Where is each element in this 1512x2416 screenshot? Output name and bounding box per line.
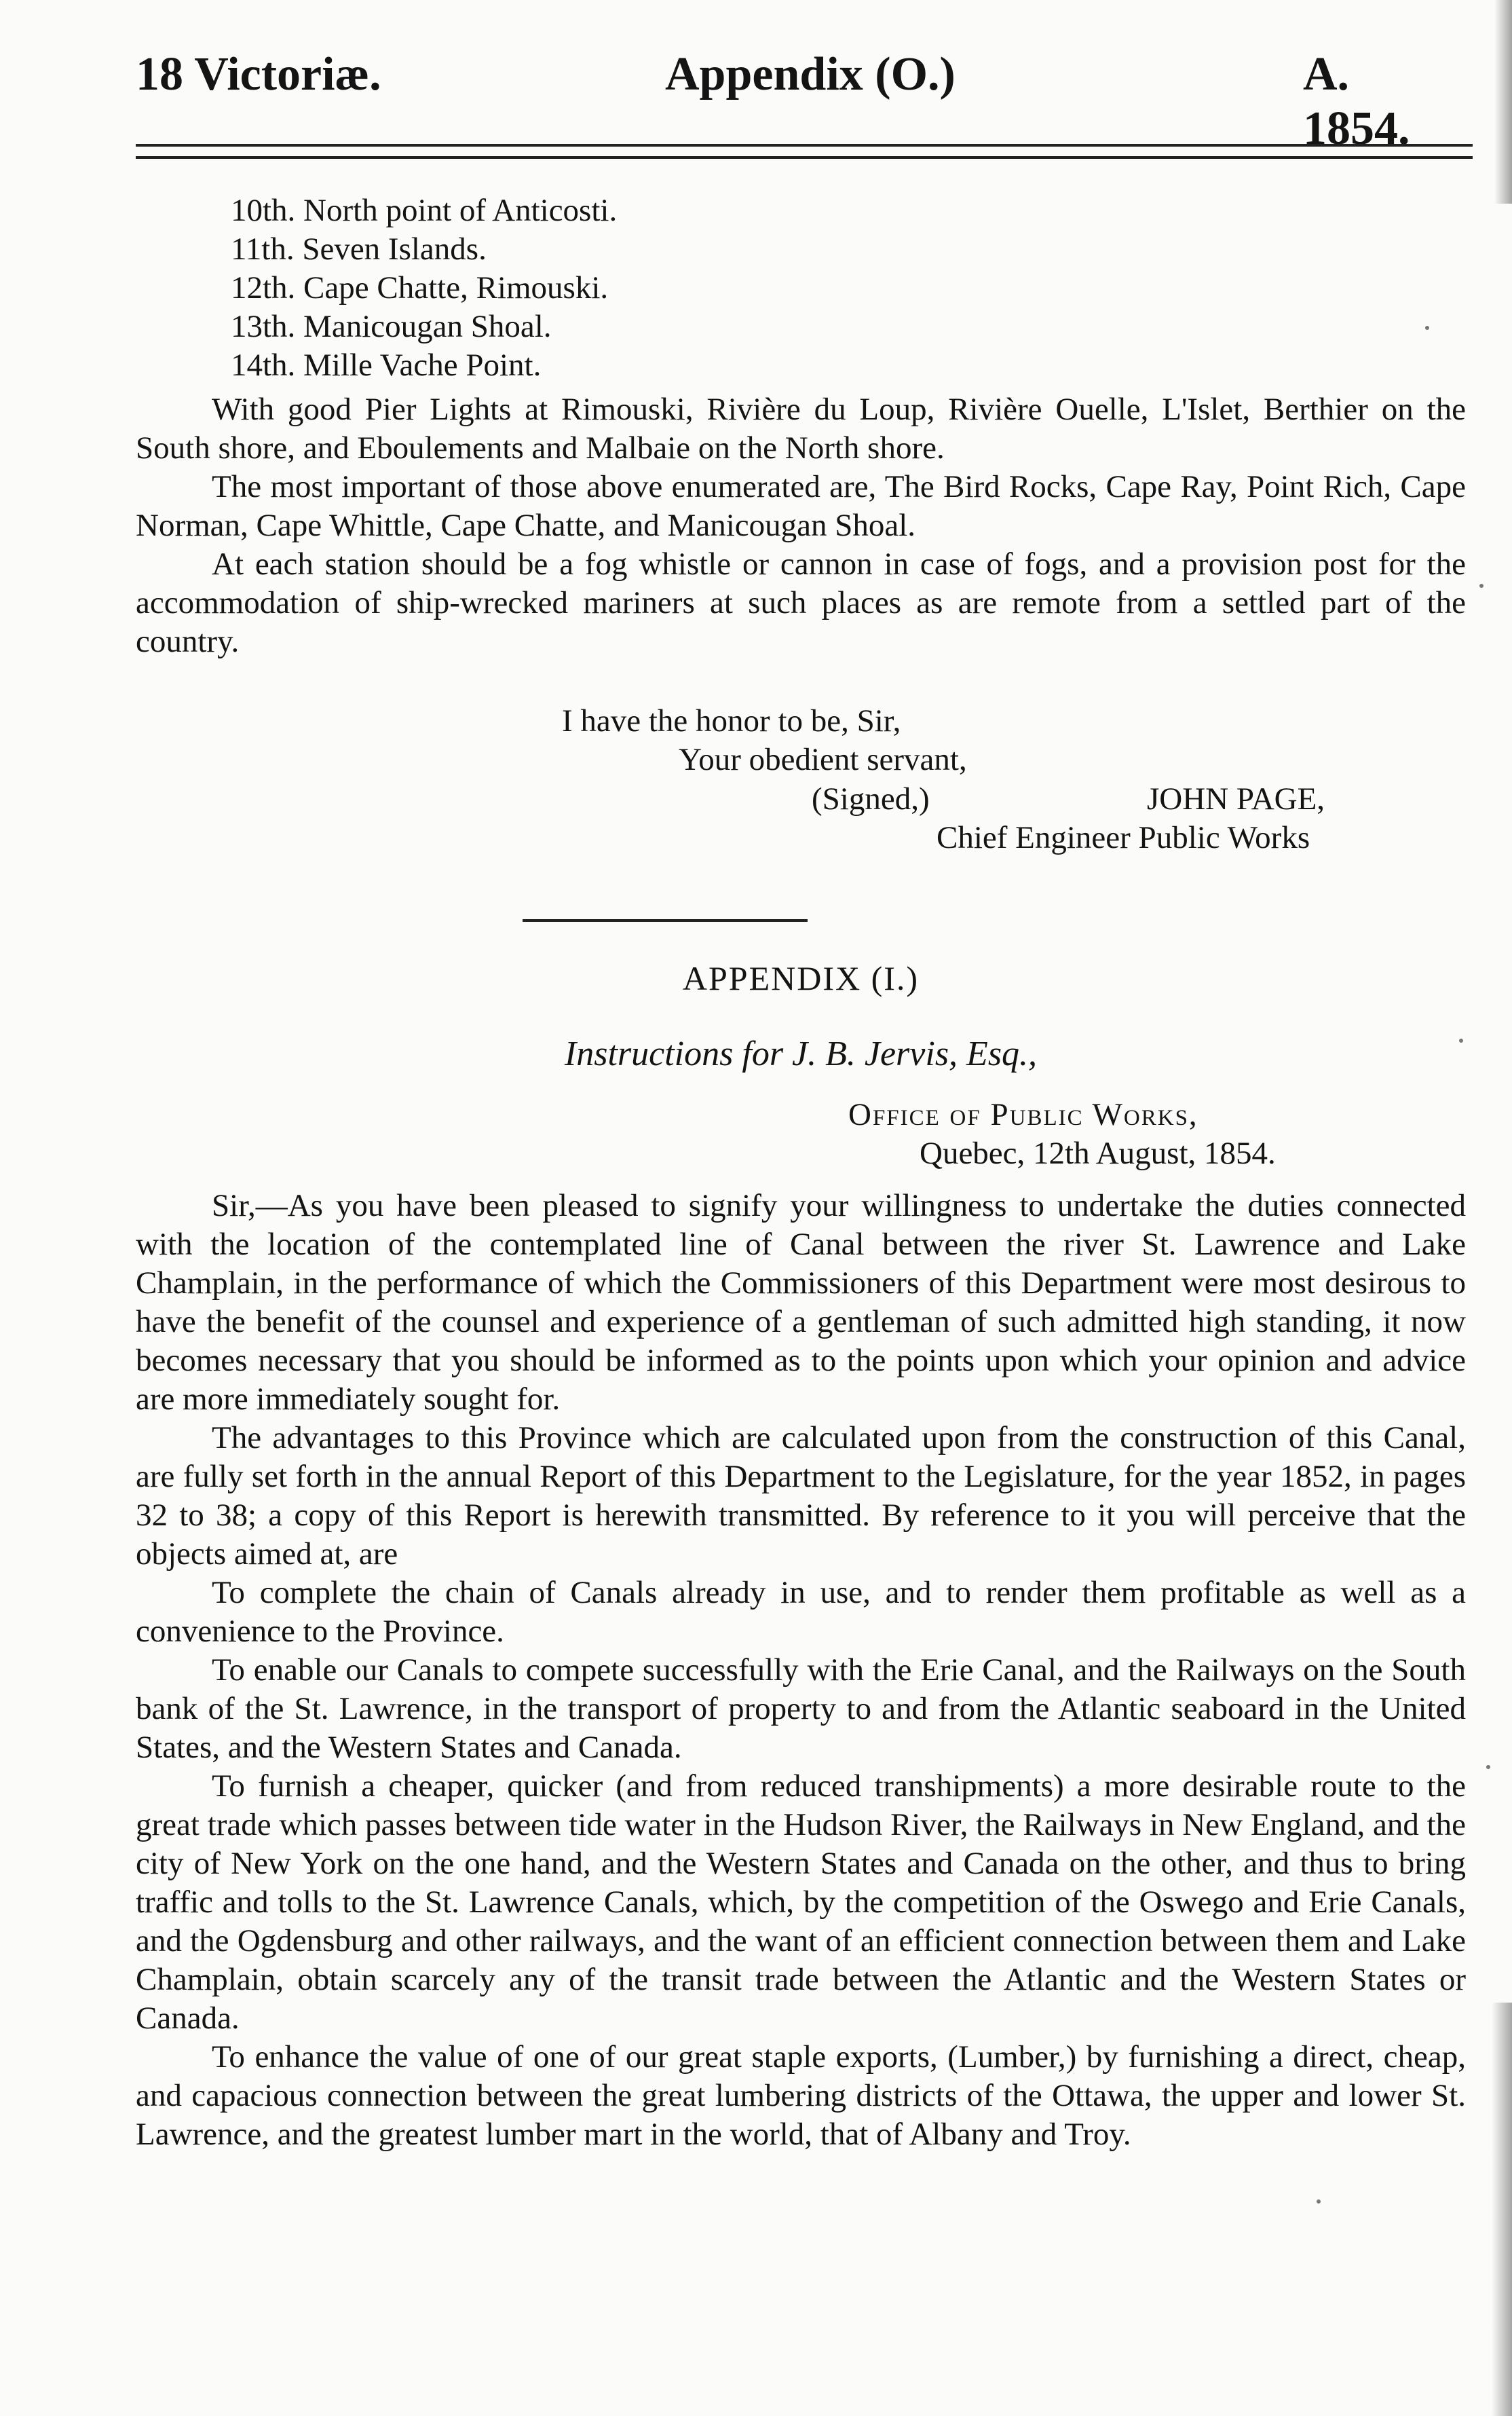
list-item: 14th. Mille Vache Point. [231, 348, 542, 383]
signed-label: (Signed,) [812, 781, 930, 817]
paragraph: At each station should be a fog whistle or cannon in case of fogs, and a provision post for the accommodation of ship-wrecked mariners at such places as are remote from a settled part of the country. [136, 546, 1466, 659]
paragraph: The most important of those above enumerated are, The Bird Rocks, Cape Ray, Point Rich, Cape Norman, Cape Whittle, Cape Chatte, and Manicougan Shoal. [136, 469, 1466, 543]
paragraph: Sir,—As you have been pleased to signify your willingness to undertake the duties connected with the location of the contemplated line of Canal between the river St. Lawrence and Lake Champlain, in the performance of which the Commissioners of this Department were most desirous to have the benefit of the counsel and experience of a gentleman of such admitted high standing, it now becomes necessary that you should be informed as to the points upon which your opinion and advice are more immediately sought for. [136, 1188, 1466, 1417]
section-separator [523, 919, 808, 922]
header-appendix: Appendix (O.) [665, 48, 956, 100]
paragraph: With good Pier Lights at Rimouski, Rivière du Loup, Rivière Ouelle, L'Islet, Berthier on the South shore, and Eboulements and Malbaie on the North shore. [136, 392, 1466, 466]
letter-body-main [136, 1187, 1466, 2154]
scan-speck [1479, 584, 1483, 588]
scan-speck [1425, 326, 1429, 330]
scan-speck [1459, 1039, 1463, 1043]
list-item: 13th. Manicougan Shoal. [231, 309, 552, 344]
appendix-title: APPENDIX (I.) [682, 959, 920, 997]
paragraph: To enhance the value of one of our great staple exports, (Lumber,) by furnishing a direct, cheap, and capacious connection between the great lumbering districts of the Ottawa, the upper and lower St. Lawrence, and the greatest lumber mart in the world, that of Albany and Troy. [136, 2039, 1466, 2152]
closing-line-2: Your obedient servant, [679, 742, 967, 777]
scan-edge-shadow [1492, 2003, 1512, 2416]
header-regnal-year: 18 Victoriæ. [136, 48, 381, 100]
scan-speck [1317, 2199, 1321, 2204]
place-and-date: Quebec, 12th August, 1854. [920, 1136, 1276, 1171]
scan-edge-shadow [1494, 0, 1512, 204]
header-double-rule [136, 144, 1473, 159]
paragraph: The advantages to this Province which are calculated upon from the construction of this Canal, are fully set forth in the annual Report of this Department to the Legislature, for the year 1852, in pages 32 to 38; a copy of this Report is herewith transmitted. By reference to it you will perceive that the objects aimed at, are [136, 1420, 1466, 1572]
signatory-name: JOHN PAGE, [1147, 781, 1325, 817]
closing-line-1: I have the honor to be, Sir, [562, 703, 901, 739]
signatory-title: Chief Engineer Public Works [937, 820, 1310, 855]
paragraph: To complete the chain of Canals already in use, and to render them profitable as well as a convenience to the Province. [136, 1575, 1466, 1649]
list-item: 12th. Cape Chatte, Rimouski. [231, 270, 609, 305]
station-list [231, 191, 1512, 385]
scan-speck [1486, 1765, 1490, 1769]
list-item: 11th. Seven Islands. [231, 231, 487, 267]
letter-body-top [136, 390, 1466, 661]
appendix-subtitle: Instructions for J. B. Jervis, Esq., [564, 1035, 1038, 1073]
office-name: Office of Public Works, [848, 1097, 1198, 1132]
list-item: 10th. North point of Anticosti. [231, 193, 618, 228]
paragraph: To furnish a cheaper, quicker (and from reduced transhipments) a more desirable route to the great trade which passes between tide water in the Hudson River, the Railways in New England, and the city of New York on the one hand, and the Western States and Canada on the other, and thus to bring traffic and tolls to the St. Lawrence Canals, which, by the competition of the Oswego and Erie Canals, and the Ogdensburg and other railways, and the want of an efficient connection between them and Lake Champlain, obtain scarcely any of the transit trade between the Atlantic and the Western States or Canada. [136, 1768, 1466, 2036]
paragraph: To enable our Canals to compete successfully with the Erie Canal, and the Railways on the South bank of the St. Lawrence, in the transport of property to and from the Atlantic seaboard in the United States, and the Western States and Canada. [136, 1652, 1466, 1765]
running-header [136, 48, 1466, 155]
header-year: A. 1854. [1303, 48, 1410, 155]
